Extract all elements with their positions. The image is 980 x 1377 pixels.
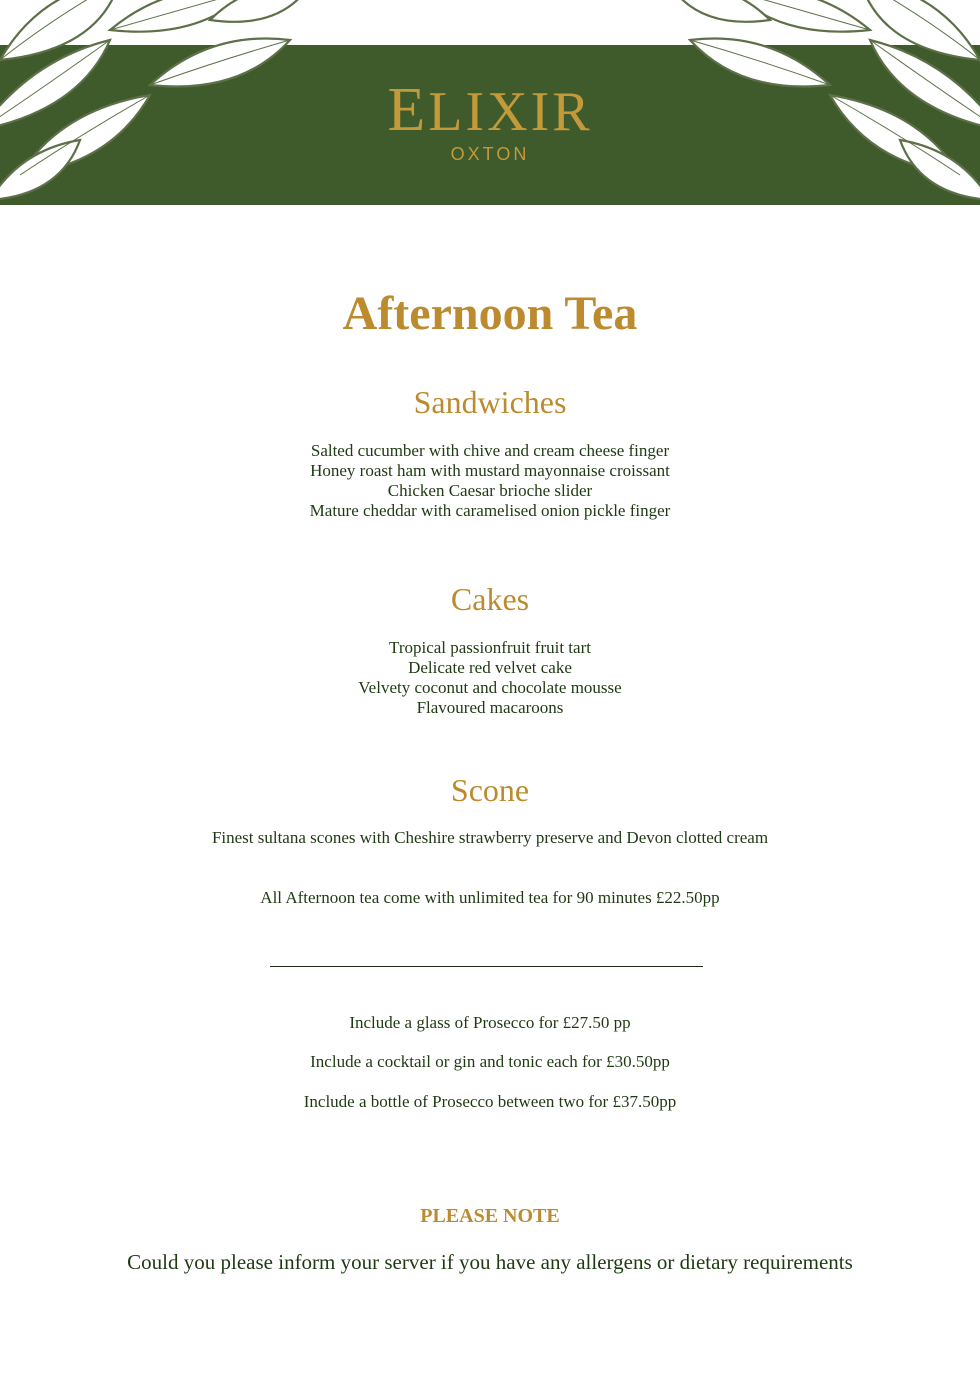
list-item: Salted cucumber with chive and cream cheese finger: [310, 441, 670, 460]
list-item: Velvety coconut and chocolate mousse: [358, 678, 622, 697]
list-item: Mature cheddar with caramelised onion pickle finger: [309, 501, 671, 520]
note-text: Could you please inform your server if you have any allergens or dietary requirements: [127, 1250, 853, 1274]
elixir-logo: [0, 76, 980, 165]
logo-initial: E: [387, 76, 429, 144]
menu-header: [0, 0, 980, 205]
menu-title: Afternoon Tea: [342, 287, 638, 340]
cakes-heading: Cakes: [450, 581, 530, 617]
extra-option: Include a bottle of Prosecco between two for £37.50pp: [303, 1092, 677, 1111]
list-item: Flavoured macaroons: [416, 698, 564, 717]
list-item: Delicate red velvet cake: [408, 658, 572, 677]
cakes-list: [0, 638, 980, 718]
scone-description: Finest sultana scones with Cheshire strawberry preserve and Devon clotted cream: [211, 828, 769, 847]
divider-rule: [270, 966, 703, 967]
logo-wordmark: [0, 76, 980, 144]
logo-location: OXTON: [450, 144, 530, 164]
note-heading: PLEASE NOTE: [420, 1205, 560, 1227]
list-item: Tropical passionfruit fruit tart: [389, 638, 591, 657]
extra-option: Include a glass of Prosecco for £27.50 pp: [349, 1013, 631, 1032]
list-item: Chicken Caesar brioche slider: [387, 481, 593, 500]
extra-option: Include a cocktail or gin and tonic each for £30.50pp: [310, 1052, 670, 1071]
sandwiches-heading: Sandwiches: [413, 384, 567, 420]
scone-heading: Scone: [450, 772, 530, 808]
sandwiches-list: [0, 441, 980, 521]
list-item: Honey roast ham with mustard mayonnaise croissant: [310, 461, 670, 480]
logo-name-rest: LIXIR: [428, 81, 593, 143]
price-line: All Afternoon tea come with unlimited tea for 90 minutes £22.50pp: [260, 888, 720, 907]
